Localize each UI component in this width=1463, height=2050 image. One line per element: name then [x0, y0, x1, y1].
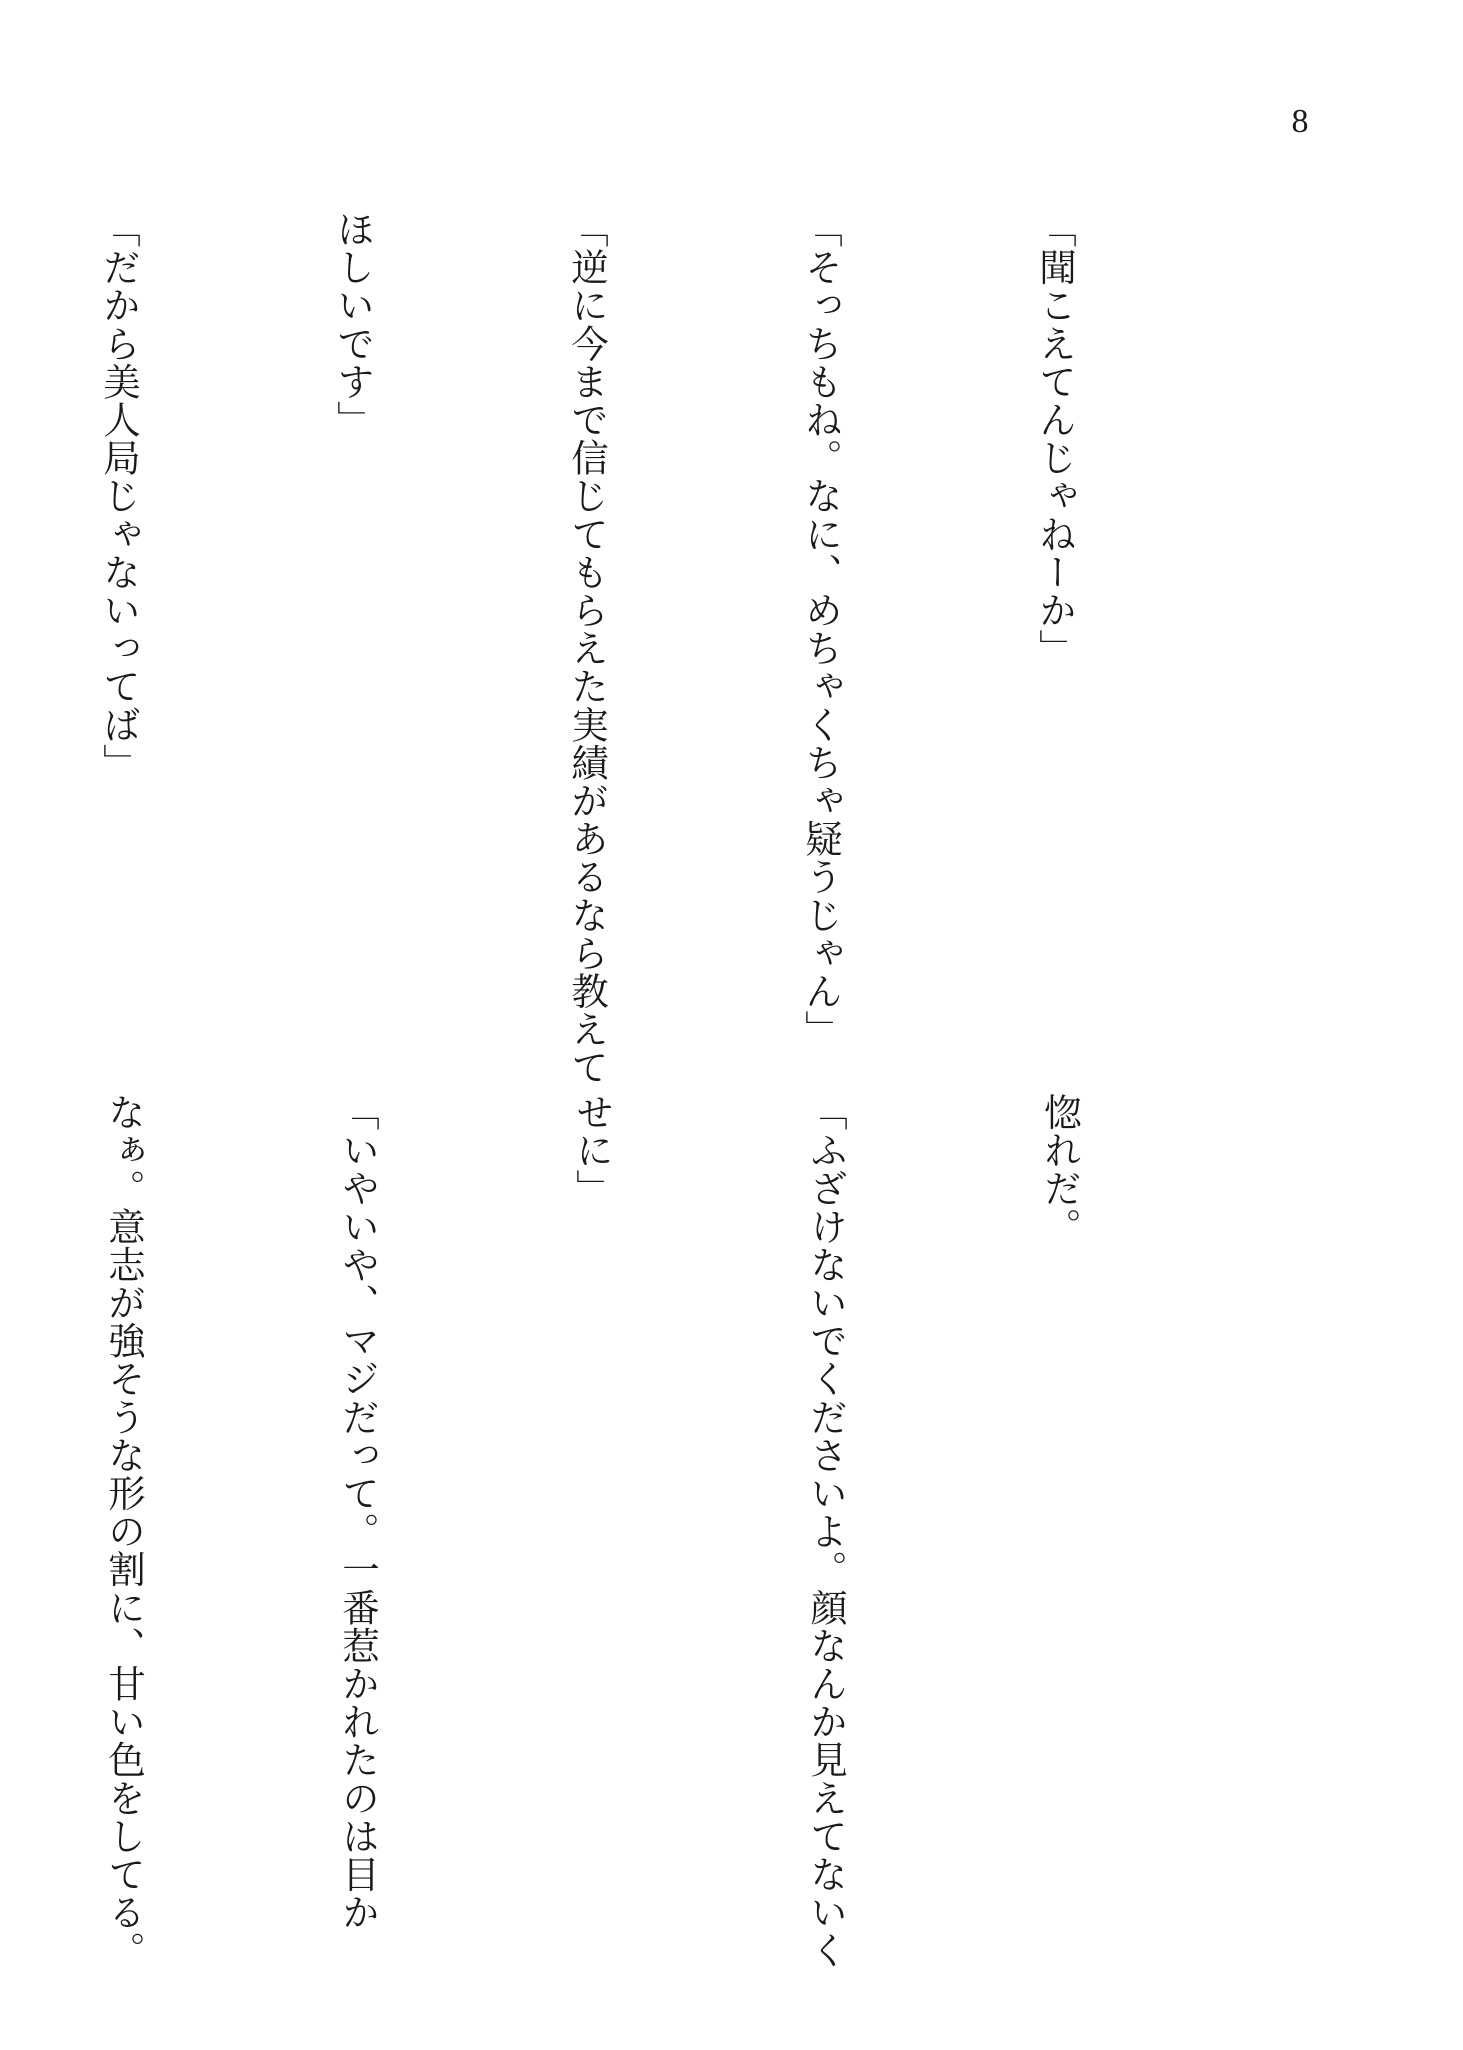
text-line: ほしいです」	[331, 210, 375, 439]
text-line: せに」	[570, 1093, 614, 1208]
text-line: なぁ。意志が強そうな形の割に、甘い色をしてる。	[102, 1093, 146, 1970]
text-line: 「ふざけないでくださいよ。顔なんか見えてないく	[804, 1093, 848, 1970]
text-line: 「だから美人局じゃないってば」	[97, 210, 141, 782]
text-line: 惚れだ。	[1038, 1093, 1082, 1246]
text-block-top	[97, 210, 1250, 1087]
text-line: 「そっちもね。なに、めちゃくちゃ疑うじゃん」	[799, 210, 843, 1049]
text-line: 「聞こえてんじゃねーか」	[1033, 210, 1077, 668]
text-line: 「逆に今まで信じてもらえた実績があるなら教えて	[565, 210, 609, 1087]
text-line: 「いやいや、マジだって。一番惹かれたのは目か	[336, 1093, 380, 1932]
text-block-bottom	[102, 1093, 1255, 1970]
page-number: 8	[1291, 103, 1309, 140]
